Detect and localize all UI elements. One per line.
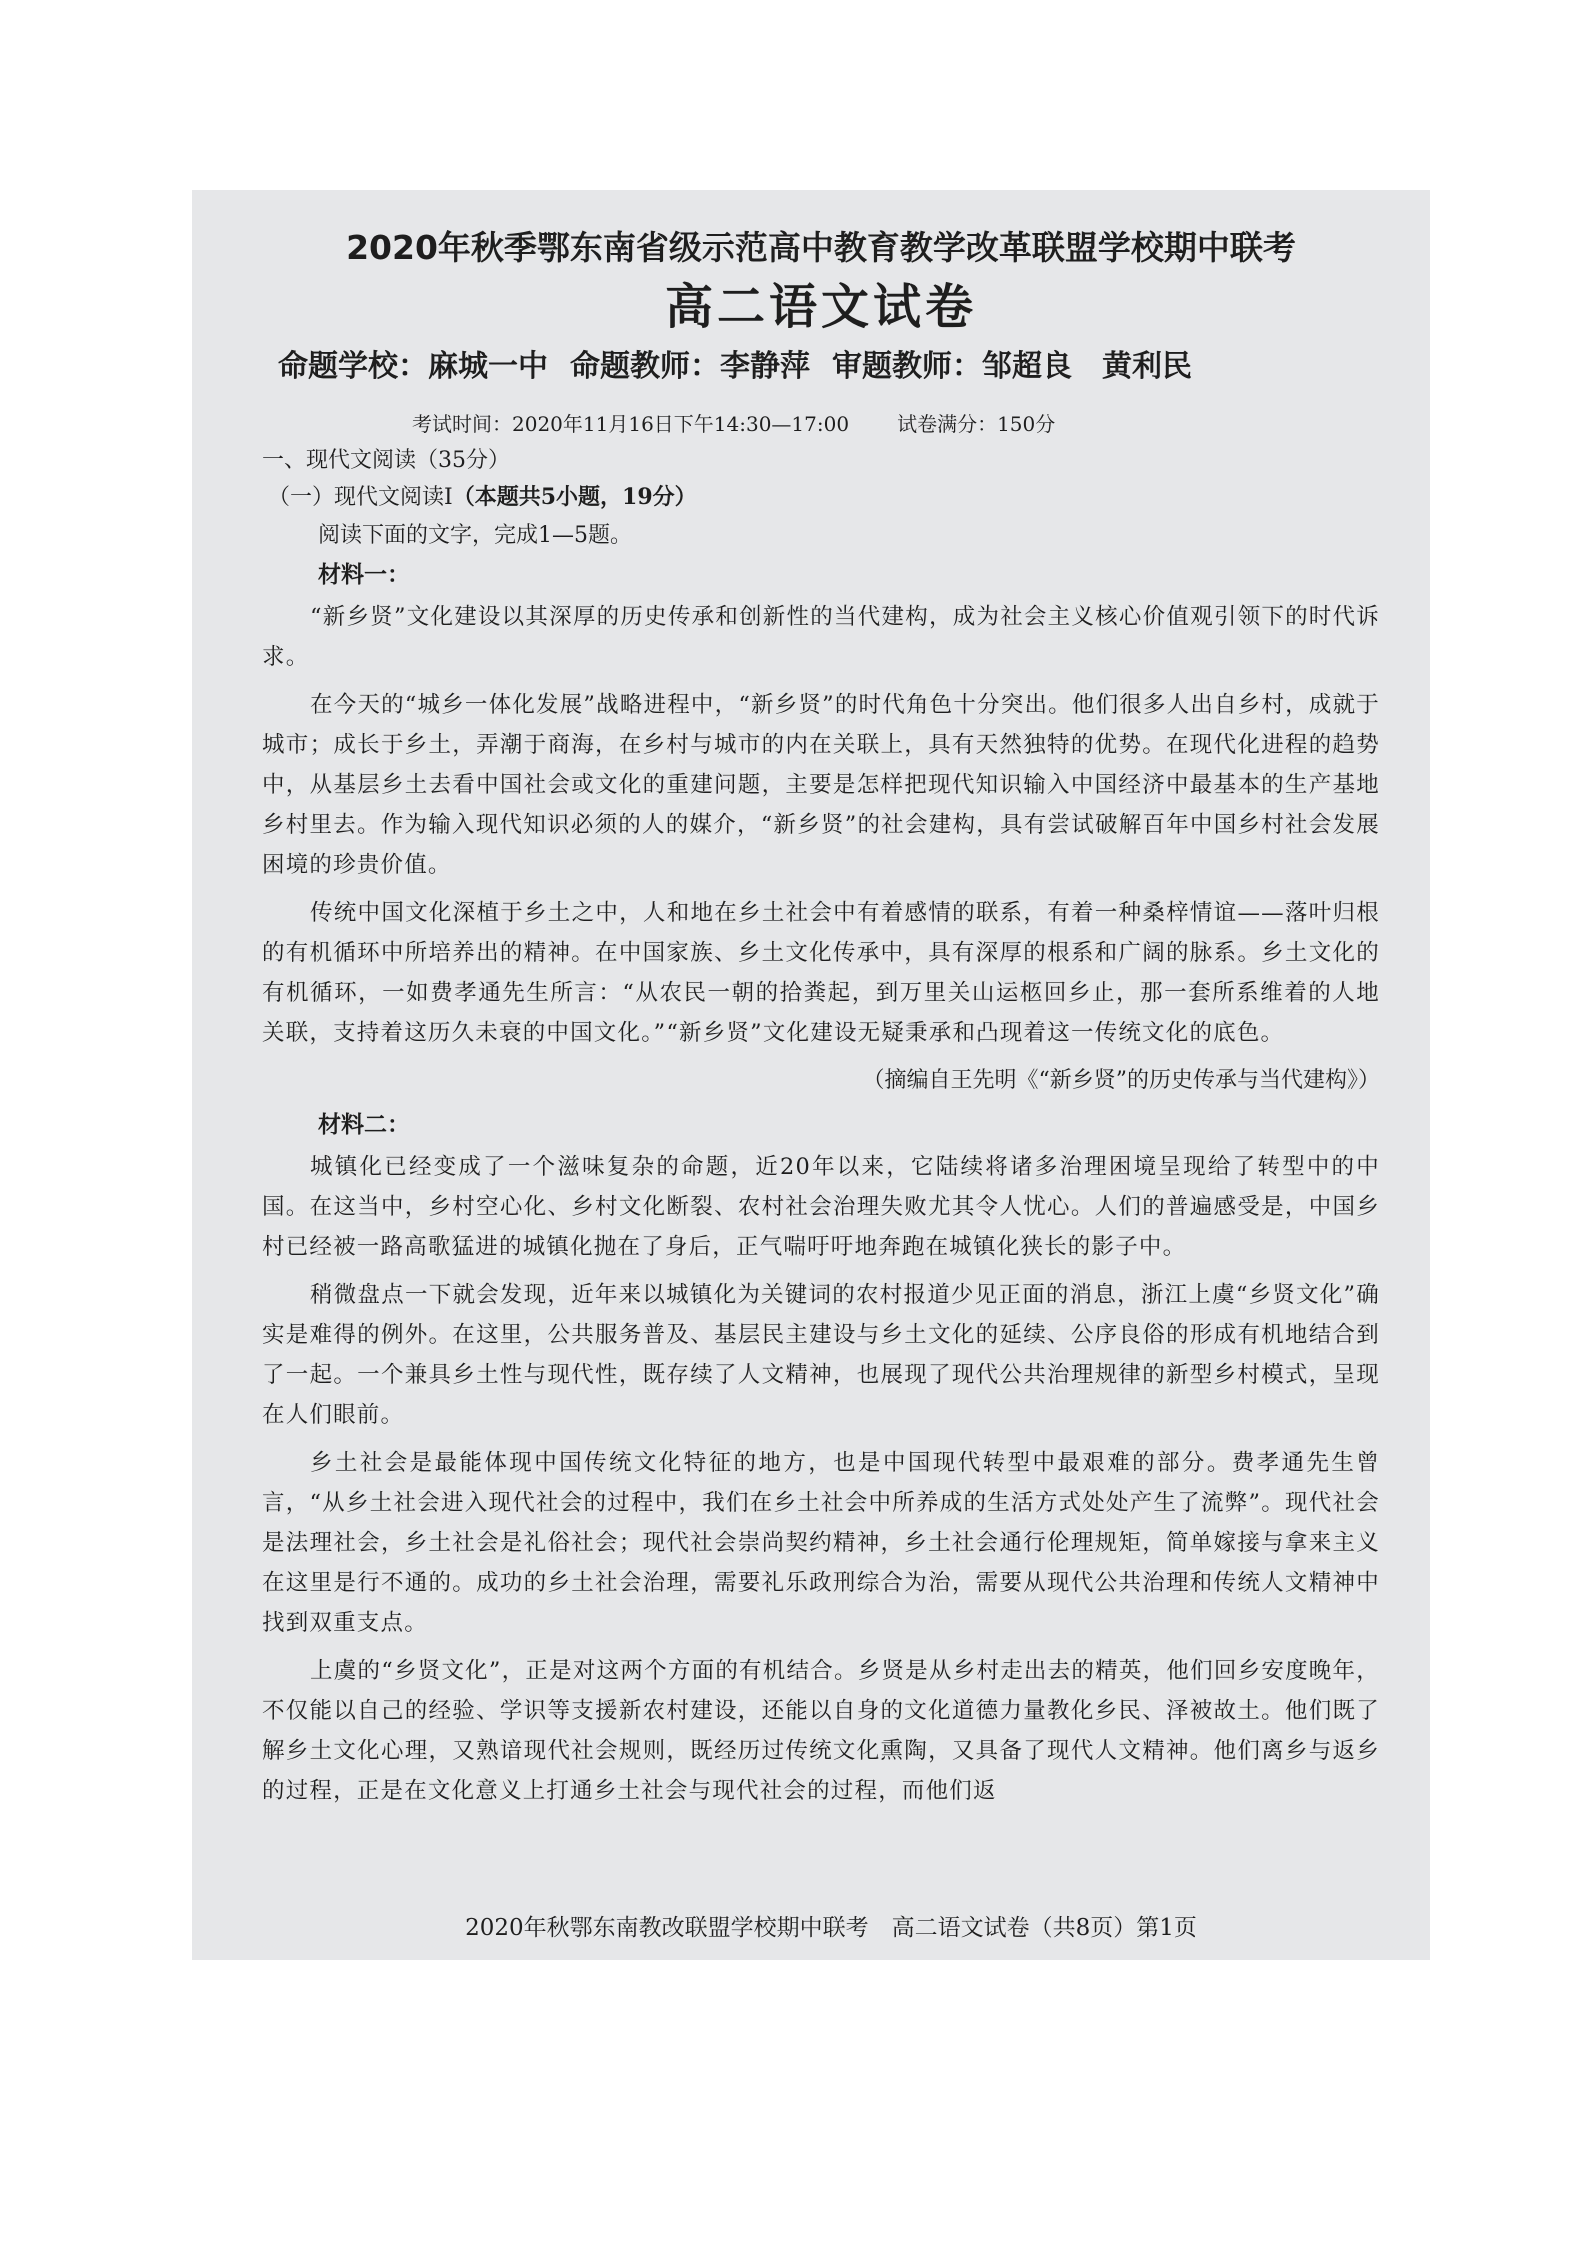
exam-info: [262, 404, 1380, 444]
setting-school: 命题学校：麻城一中: [278, 349, 548, 384]
paper-title: 高二语文试卷: [664, 279, 977, 335]
exam-time: 考试时间：2020年11月16日下午14:30—17:00: [412, 412, 850, 436]
material-one-source: （摘编自王先明《“新乡贤”的历史传承与当代建构》）: [862, 1068, 1380, 1093]
paragraph: 稍微盘点一下就会发现，近年来以城镇化为关键词的农村报道少见正面的消息，浙江上虞“乡贤文化”确实是难得的例外。在这里，公共服务普及、基层民主建设与乡土文化的延续、公序良俗的形成有机地结合到了一起。一个兼具乡土性与现代性，既存续了人文精神，也展现了现代公共治理规律的新型乡村模式，呈现在人们眼前。: [262, 1282, 1380, 1428]
paragraph: 城镇化已经变成了一个滋味复杂的命题，近20年以来，它陆续将诸多治理困境呈现给了转型中的中国。在这当中，乡村空心化、乡村文化断裂、农村社会治理失败尤其令人忧心。人们的普遍感受是，中国乡村已经被一路高歌猛进的城镇化抛在了身后，正气喘吁吁地奔跑在城镇化狭长的影子中。: [262, 1154, 1380, 1260]
exam-page: [192, 190, 1430, 1960]
review-teachers: 审题教师：邹超良 黄利民: [832, 349, 1192, 384]
page-footer: 2020年秋鄂东南教改联盟学校期中联考 高二语文试卷（共8页）第1页: [465, 1915, 1197, 1941]
reading-instruction: 阅读下面的文字，完成1—5题。: [318, 523, 632, 548]
exam-title: 2020年秋季鄂东南省级示范高中教育教学改革联盟学校期中联考: [346, 228, 1296, 267]
full-score: 试卷满分：150分: [897, 412, 1056, 436]
section-title: 一、现代文阅读（35分）: [262, 448, 510, 473]
paragraph: 在今天的“城乡一体化发展”战略进程中，“新乡贤”的时代角色十分突出。他们很多人出自乡村，成就于城市；成长于乡土，弄潮于商海，在乡村与城市的内在关联上，具有天然独特的优势。在现代化进程的趋势中，从基层乡土去看中国社会或文化的重建问题，主要是怎样把现代知识输入中国经济中最基本的生产基地乡村里去。作为输入现代知识必须的人的媒介，“新乡贤”的社会建构，具有尝试破解百年中国乡村社会发展困境的珍贵价值。: [262, 692, 1380, 878]
subsection-info: （本题共5小题，19分）: [452, 484, 697, 510]
author-line: [278, 344, 1380, 390]
paragraph: 上虞的“乡贤文化”，正是对这两个方面的有机结合。乡贤是从乡村走出去的精英，他们回乡安度晚年，不仅能以自己的经验、学识等支援新农村建设，还能以自身的文化道德力量教化乡民、泽被故土。他们既了解乡土文化心理，又熟谙现代社会规则，既经历过传统文化熏陶，又具备了现代人文精神。他们离乡与返乡的过程，正是在文化意义上打通乡土社会与现代社会的过程，而他们返: [262, 1658, 1380, 1804]
subsection-title: [268, 478, 1380, 517]
paragraph: 乡土社会是最能体现中国传统文化特征的地方，也是中国现代转型中最艰难的部分。费孝通先生曾言，“从乡土社会进入现代社会的过程中，我们在乡土社会中所养成的生活方式处处产生了流弊”。现代社会是法理社会，乡土社会是礼俗社会；现代社会崇尚契约精神，乡土社会通行伦理规矩，简单嫁接与拿来主义在这里是行不通的。成功的乡土社会治理，需要礼乐政刑综合为治，需要从现代公共治理和传统人文精神中找到双重支点。: [262, 1450, 1380, 1636]
material-two-label: 材料二：: [318, 1111, 410, 1138]
material-one-label: 材料一：: [318, 561, 410, 588]
paragraph: “新乡贤”文化建设以其深厚的历史传承和创新性的当代建构，成为社会主义核心价值观引领下的时代诉求。: [262, 604, 1380, 670]
subsection-label: （一）现代文阅读Ⅰ: [268, 485, 453, 510]
setting-teacher: 命题教师：李静萍: [570, 349, 810, 384]
paragraph: 传统中国文化深植于乡土之中，人和地在乡土社会中有着感情的联系，有着一种桑梓情谊——落叶归根的有机循环中所培养出的精神。在中国家族、乡土文化传承中，具有深厚的根系和广阔的脉系。乡土文化的有机循环，一如费孝通先生所言：“从农民一朝的拾粪起，到万里关山运柩回乡止，那一套所系维着的人地关联，支持着这历久未衰的中国文化。”“新乡贤”文化建设无疑秉承和凸现着这一传统文化的底色。: [262, 900, 1380, 1046]
